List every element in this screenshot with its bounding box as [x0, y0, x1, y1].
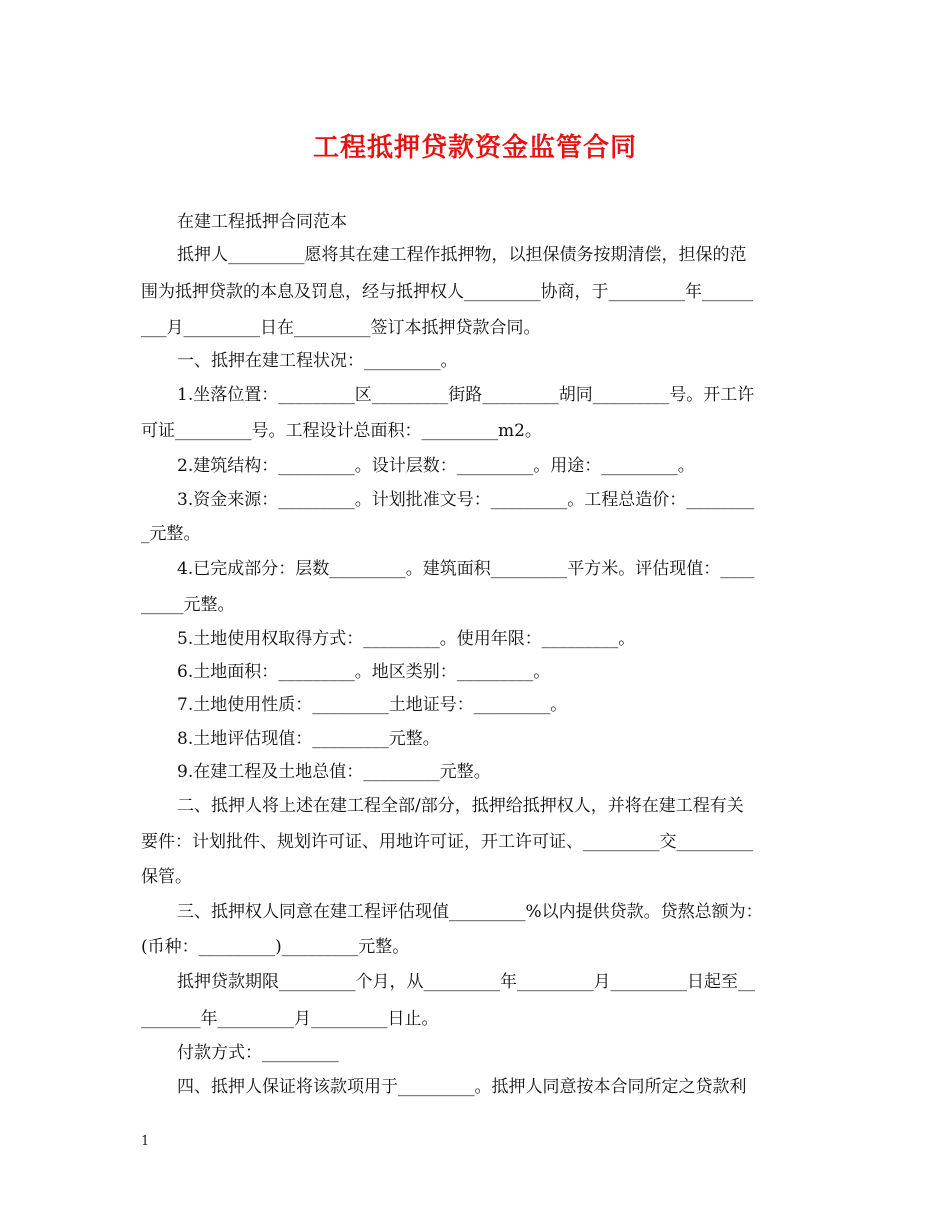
paragraph-line: ___月_________日在_________签订本抵押贷款合同。	[141, 318, 541, 338]
paragraph-line: 4.已完成部分：层数_________。建筑面积_________平方米。评估现值：____	[177, 559, 755, 579]
paragraph-line: _元整。	[141, 524, 201, 544]
paragraph-line: 抵押人_________愿将其在建工程作抵押物，以担保债务按期清偿，担保的范	[177, 245, 747, 265]
paragraph-line: 6.土地面积：_________。地区类别：_________。	[177, 662, 551, 682]
paragraph-line: 7.土地使用性质：_________土地证号：_________。	[177, 695, 568, 715]
document-title: 工程抵押贷款资金监管合同	[312, 133, 637, 163]
section-heading: 二、抵押人将上述在建工程全部/部分，抵押给抵押权人，并将在建工程有关	[177, 796, 744, 816]
paragraph-line: 3.资金来源：_________。计划批准文号：_________。工程总造价：________	[177, 490, 755, 510]
paragraph-line: _______年_________月_________日止。	[141, 1009, 439, 1029]
paragraph-line: 付款方式：_________	[177, 1043, 339, 1063]
paragraph-line: 8.土地评估现值：_________元整。	[177, 729, 440, 749]
section-heading: 一、抵押在建工程状况：_________。	[177, 351, 458, 371]
paragraph-line: 保管。	[141, 867, 192, 887]
section-heading: 三、抵押权人同意在建工程评估现值_________%以内提供贷款。贷熬总额为：	[177, 902, 763, 922]
paragraph-line: 可证_________号。工程设计总面积：_________m2。	[141, 421, 542, 441]
paragraph-line: 1.坐落位置：_________区_________街路_________胡同_________号。开工许	[177, 385, 755, 405]
paragraph-line: 9.在建工程及土地总值：_________元整。	[177, 762, 491, 782]
page-number: 1	[141, 1134, 150, 1149]
paragraph-line: 要件：计划批件、规划许可证、用地许可证，开工许可证、_________交_________	[141, 832, 753, 852]
paragraph-line: 围为抵押贷款的本息及罚息，经与抵押权人_________协商，于_________年______	[141, 282, 753, 302]
paragraph-line: (币种：_________)_________元整。	[141, 937, 410, 957]
document-subtitle: 在建工程抵押合同范本	[177, 212, 347, 232]
section-heading: 四、抵押人保证将该款项用于_________。抵押人同意按本合同所定之贷款利	[177, 1077, 747, 1097]
paragraph-line: 2.建筑结构：_________。设计层数：_________。用途：_________。	[177, 456, 695, 476]
paragraph-line: 抵押贷款期限_________个月，从_________年_________月_________日起至__	[177, 972, 755, 992]
paragraph-line: _____元整。	[141, 595, 235, 615]
paragraph-line: 5.土地使用权取得方式：_________。使用年限：_________。	[177, 629, 636, 649]
